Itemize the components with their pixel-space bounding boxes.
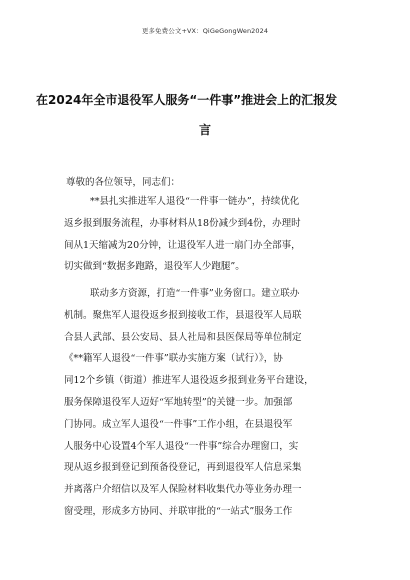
document-title: 在2024年全市退役军人服务“一件事”推进会上的汇报发	[36, 93, 338, 107]
paragraph-line: 间从1天缩减为20分钟，让退役军人进一扇门办全部事，	[64, 239, 301, 251]
paragraph-1	[64, 191, 352, 278]
paragraph-line: 并离落户介绍信以及军人保险材料收集代办等业务办理一	[64, 484, 302, 496]
document-title-continued: 言	[198, 123, 211, 137]
paragraph-line: 机制。聚焦军人退役返乡报到接收工作，县退役军人局联	[64, 309, 302, 321]
paragraph-line: 同12个乡镇（街道）推进军人退役返乡报到业务平台建设，	[64, 375, 314, 387]
paragraph-line: 窗受理，形成多方协同、并联审批的“一站式”服务工作	[64, 505, 293, 517]
paragraph-line: 返乡报到服务流程，办事材料从18份减少到4份，办理时	[64, 217, 301, 229]
paragraph-line: 联动多方资源，打造“一件事”业务窗口。建立联办	[90, 288, 300, 299]
paragraph-line: 切实做到“数据多跑路，退役军人少跑腿”。	[64, 261, 245, 273]
paragraph-line: 人服务中心设置4个军人退役“一件事”综合办理窗口，实	[64, 440, 299, 452]
paragraph-line: 合县人武部、县公安局、县人社局和县医保局等单位制定	[64, 331, 302, 343]
paragraph-line: 服务保障退役军人迈好“军地转型”的关键一步。加强部	[64, 396, 293, 408]
paragraph-line: 《**籍军人退役“一件事”联办实施方案（试行）》，协	[64, 353, 283, 365]
paragraph-line: 现从返乡报到登记到预备役登记，再到退役军人信息采集	[64, 462, 302, 474]
paragraph-line: 门协同。成立军人退役“一件事”工作小组，在县退役军	[64, 418, 293, 430]
salutation: 尊敬的各位领导，同志们：	[66, 177, 181, 188]
paragraph-2	[64, 283, 352, 523]
header-note: 更多免费公文+VX：QiGeGongWen2024	[141, 27, 269, 35]
paragraph-line: **县扎实推进军人退役“一件事一链办”，持续优化	[90, 196, 300, 207]
